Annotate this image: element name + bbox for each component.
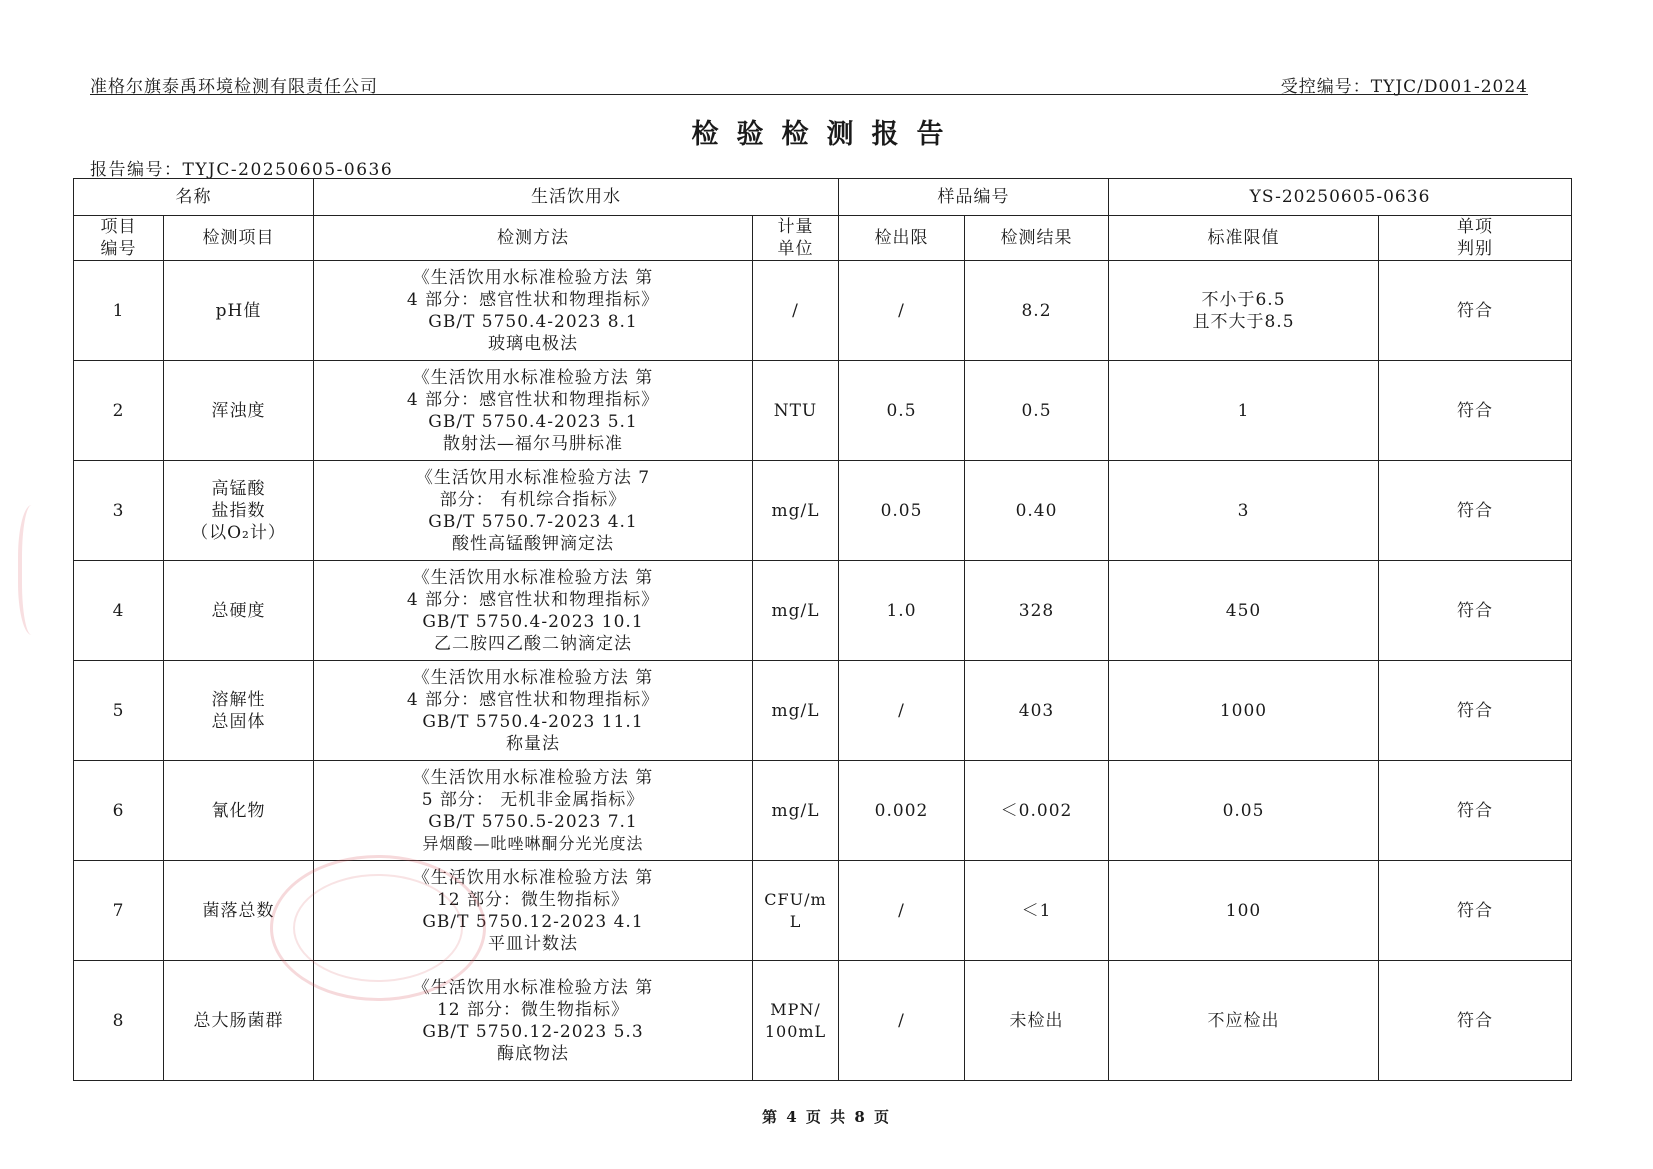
- method-line: GB/T 5750.4-2023 10.1: [422, 611, 644, 632]
- unit-line: L: [789, 911, 802, 931]
- table-row: [74, 961, 1572, 1081]
- row-unit: [753, 961, 839, 1081]
- col-result: 检测结果: [965, 216, 1109, 261]
- method-line: 《生活饮用水标准检验方法 第: [412, 567, 654, 588]
- method-line: 4 部分：感官性状和物理指标》: [406, 689, 660, 710]
- column-header-row: [74, 216, 1572, 261]
- row-limit: /: [839, 961, 965, 1081]
- col-judgement: [1379, 216, 1572, 261]
- method-line: GB/T 5750.12-2023 5.3: [422, 1021, 644, 1042]
- row-result: 0.40: [965, 461, 1109, 561]
- row-item-line: （以O₂计）: [191, 522, 286, 543]
- method-line: 4 部分：感官性状和物理指标》: [406, 389, 660, 410]
- row-standard: [1109, 961, 1379, 1081]
- row-standard: [1109, 561, 1379, 661]
- row-method: [314, 661, 753, 761]
- row-no: 5: [74, 661, 164, 761]
- method-line: GB/T 5750.12-2023 4.1: [422, 911, 644, 932]
- standard-line: 且不大于8.5: [1192, 311, 1295, 332]
- row-unit: [753, 761, 839, 861]
- row-result: 未检出: [965, 961, 1109, 1081]
- row-result: 403: [965, 661, 1109, 761]
- col-judgement-line: 单项: [1457, 217, 1493, 237]
- sample-name-label: 名称: [74, 179, 314, 216]
- method-line: GB/T 5750.4-2023 8.1: [428, 311, 638, 332]
- row-limit: 1.0: [839, 561, 965, 661]
- row-unit: [753, 561, 839, 661]
- unit-line: 100mL: [764, 1021, 827, 1041]
- row-no: 8: [74, 961, 164, 1081]
- method-line: 《生活饮用水标准检验方法 第: [412, 667, 654, 688]
- method-line: 《生活饮用水标准检验方法 第: [412, 267, 654, 288]
- row-result: 328: [965, 561, 1109, 661]
- sample-number-value: YS-20250605-0636: [1109, 179, 1572, 216]
- col-item-no-line: 编号: [100, 239, 137, 259]
- row-unit: [753, 461, 839, 561]
- row-no: 3: [74, 461, 164, 561]
- unit-line: CFU/m: [764, 889, 827, 909]
- row-standard: [1109, 661, 1379, 761]
- row-judgement: 符合: [1379, 561, 1572, 661]
- control-number: 受控编号：TYJC/D001-2024: [1280, 77, 1528, 97]
- row-no: 7: [74, 861, 164, 961]
- col-item: 检测项目: [164, 216, 314, 261]
- row-judgement: 符合: [1379, 461, 1572, 561]
- unit-line: NTU: [773, 400, 818, 421]
- row-no: 1: [74, 261, 164, 361]
- col-unit: [753, 216, 839, 261]
- method-line: 玻璃电极法: [488, 333, 578, 354]
- row-result: ＜0.002: [965, 761, 1109, 861]
- row-item: [164, 361, 314, 461]
- row-item-line: 菌落总数: [202, 900, 275, 921]
- row-method: [314, 561, 753, 661]
- standard-line: 3: [1237, 500, 1250, 521]
- method-line: GB/T 5750.5-2023 7.1: [428, 811, 638, 832]
- standard-line: 450: [1225, 600, 1262, 621]
- method-line: 部分： 有机综合指标》: [439, 489, 627, 510]
- method-line: 《生活饮用水标准检验方法 第: [412, 977, 654, 998]
- col-item-no-line: 项目: [100, 217, 137, 237]
- row-unit: [753, 361, 839, 461]
- col-unit-line: 单位: [777, 239, 814, 259]
- row-method: [314, 961, 753, 1081]
- row-standard: [1109, 761, 1379, 861]
- report-number: 报告编号：TYJC-20250605-0636: [90, 160, 394, 180]
- row-result: 0.5: [965, 361, 1109, 461]
- row-judgement: 符合: [1379, 761, 1572, 861]
- row-limit: 0.5: [839, 361, 965, 461]
- row-method: [314, 361, 753, 461]
- col-unit-line: 计量: [777, 217, 814, 237]
- row-standard: [1109, 461, 1379, 561]
- method-line: 12 部分：微生物指标》: [436, 999, 630, 1020]
- method-line: GB/T 5750.4-2023 5.1: [428, 411, 638, 432]
- table-row: [74, 361, 1572, 461]
- row-item: [164, 761, 314, 861]
- method-line: 4 部分：感官性状和物理指标》: [406, 289, 660, 310]
- table-row: [74, 261, 1572, 361]
- standard-line: 不小于6.5: [1201, 289, 1286, 310]
- row-judgement: 符合: [1379, 361, 1572, 461]
- seam-stamp-mark: [18, 505, 52, 635]
- col-item-no: [74, 216, 164, 261]
- method-line: 《生活饮用水标准检验方法 第: [412, 867, 654, 888]
- method-line: 平皿计数法: [488, 933, 578, 954]
- row-item-line: 氰化物: [211, 800, 266, 821]
- row-method: [314, 761, 753, 861]
- unit-line: /: [792, 300, 799, 321]
- page-footer: 第 4 页 共 8 页: [762, 1108, 891, 1126]
- unit-line: mg/L: [771, 700, 820, 721]
- row-item: [164, 861, 314, 961]
- row-no: 4: [74, 561, 164, 661]
- page-header: [90, 72, 1528, 95]
- row-standard: [1109, 261, 1379, 361]
- row-item-line: pH值: [215, 300, 262, 321]
- report-table: [73, 178, 1572, 1081]
- row-item-line: 总硬度: [211, 600, 266, 621]
- method-line: 5 部分： 无机非金属指标》: [421, 789, 645, 810]
- col-standard: 标准限值: [1109, 216, 1379, 261]
- method-line: 酸性高锰酸钾滴定法: [452, 533, 614, 554]
- row-result: ＜1: [965, 861, 1109, 961]
- row-standard: [1109, 361, 1379, 461]
- method-line: 乙二胺四乙酸二钠滴定法: [434, 633, 632, 654]
- row-unit: [753, 861, 839, 961]
- unit-line: MPN/: [770, 999, 821, 1019]
- table-row: [74, 661, 1572, 761]
- row-method: [314, 461, 753, 561]
- method-line: 称量法: [506, 733, 560, 754]
- row-judgement: 符合: [1379, 861, 1572, 961]
- row-item-line: 总固体: [211, 711, 266, 732]
- col-judgement-line: 判别: [1457, 239, 1493, 259]
- method-line: 12 部分：微生物指标》: [436, 889, 630, 910]
- row-item-line: 浑浊度: [211, 400, 266, 421]
- row-item-line: 高锰酸: [211, 478, 266, 499]
- row-unit: [753, 261, 839, 361]
- row-limit: /: [839, 261, 965, 361]
- row-item: [164, 561, 314, 661]
- row-no: 2: [74, 361, 164, 461]
- standard-line: 0.05: [1222, 800, 1265, 821]
- row-unit: [753, 661, 839, 761]
- row-limit: /: [839, 861, 965, 961]
- standard-line: 不应检出: [1207, 1010, 1280, 1031]
- unit-line: mg/L: [771, 500, 820, 521]
- method-line: 《生活饮用水标准检验方法 7: [415, 467, 651, 488]
- table-row: [74, 461, 1572, 561]
- row-limit: /: [839, 661, 965, 761]
- col-limit: 检出限: [839, 216, 965, 261]
- row-limit: 0.002: [839, 761, 965, 861]
- method-line: 《生活饮用水标准检验方法 第: [412, 367, 654, 388]
- table-row: [74, 561, 1572, 661]
- row-method: [314, 861, 753, 961]
- row-method: [314, 261, 753, 361]
- method-line: 《生活饮用水标准检验方法 第: [412, 767, 654, 788]
- row-item: [164, 961, 314, 1081]
- method-line: 4 部分：感官性状和物理指标》: [406, 589, 660, 610]
- unit-line: mg/L: [771, 800, 820, 821]
- unit-line: mg/L: [771, 600, 820, 621]
- sample-number-label: 样品编号: [839, 179, 1109, 216]
- row-standard: [1109, 861, 1379, 961]
- method-line: GB/T 5750.7-2023 4.1: [428, 511, 638, 532]
- method-line: 异烟酸—吡唑啉酮分光光度法: [422, 833, 644, 853]
- standard-line: 1: [1237, 400, 1250, 421]
- row-item-line: 总大肠菌群: [193, 1010, 284, 1031]
- row-no: 6: [74, 761, 164, 861]
- standard-line: 100: [1225, 900, 1262, 921]
- row-result: 8.2: [965, 261, 1109, 361]
- method-line: GB/T 5750.4-2023 11.1: [422, 711, 644, 732]
- row-item: [164, 261, 314, 361]
- row-item: [164, 461, 314, 561]
- row-item: [164, 661, 314, 761]
- col-method: 检测方法: [314, 216, 753, 261]
- document-title: 检验检测报告: [691, 119, 962, 150]
- row-item-line: 盐指数: [211, 500, 266, 521]
- sample-info-row: [74, 179, 1572, 216]
- table-row: [74, 861, 1572, 961]
- method-line: 酶底物法: [497, 1043, 569, 1064]
- company-name: 准格尔旗泰禹环境检测有限责任公司: [90, 77, 378, 97]
- row-item-line: 溶解性: [211, 689, 266, 710]
- row-judgement: 符合: [1379, 261, 1572, 361]
- table-row: [74, 761, 1572, 861]
- method-line: 散射法—福尔马肼标准: [443, 433, 623, 454]
- row-judgement: 符合: [1379, 961, 1572, 1081]
- sample-name-value: 生活饮用水: [314, 179, 839, 216]
- row-judgement: 符合: [1379, 661, 1572, 761]
- standard-line: 1000: [1219, 700, 1268, 721]
- row-limit: 0.05: [839, 461, 965, 561]
